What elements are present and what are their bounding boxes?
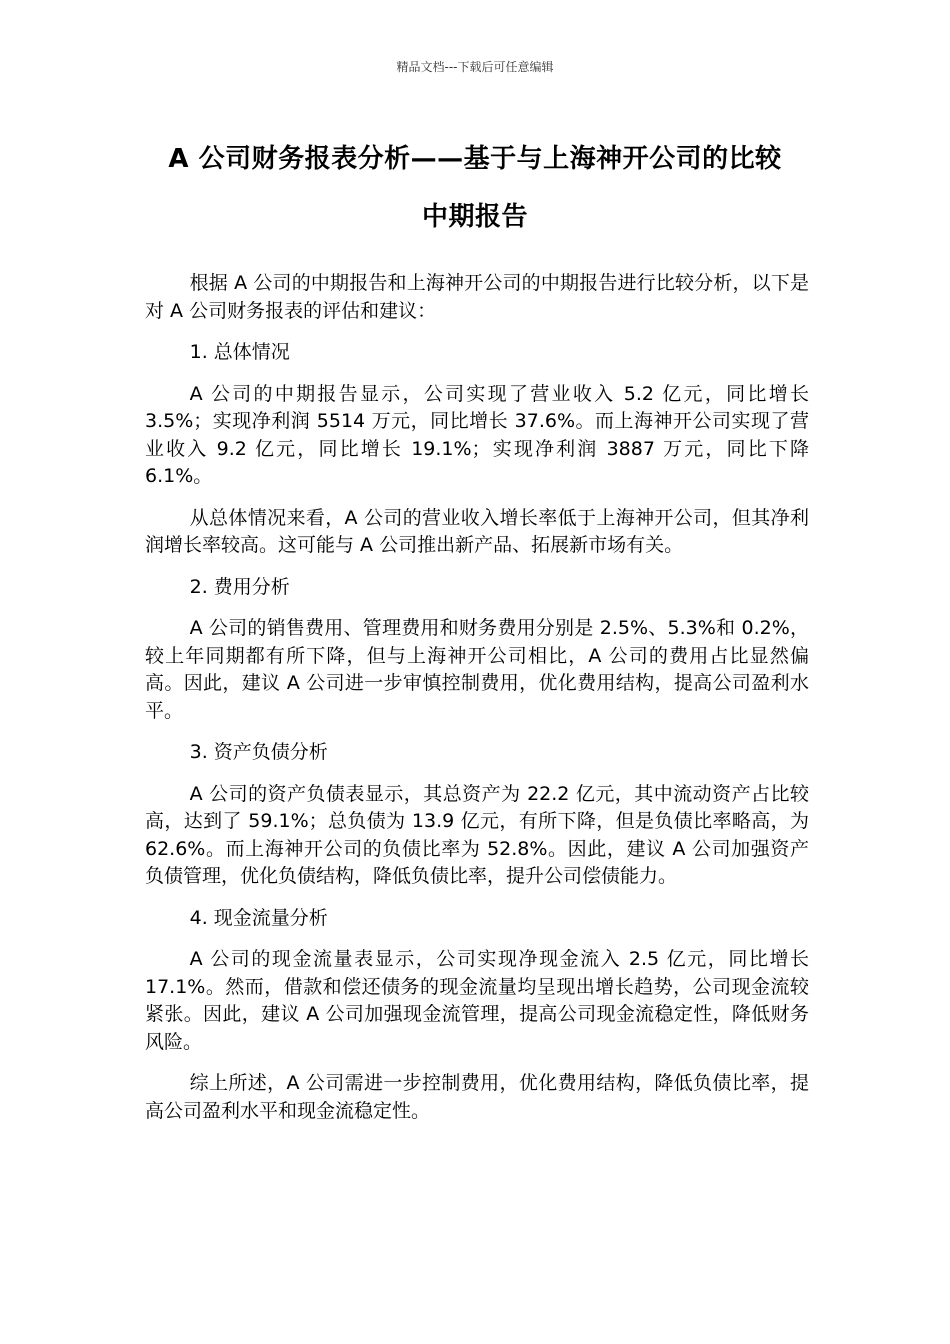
section-heading-balance-sheet: 3. 资产负债分析 [189, 741, 328, 763]
intro-paragraph: 根据 A 公司的中期报告和上海神开公司的中期报告进行比较分析，以下是对 A 公司财务报表的评估和建议： [145, 272, 809, 322]
document-title-line-1: A 公司财务报表分析——基于与上海神开公司的比较 [168, 144, 782, 174]
section-heading-cash-flow: 4. 现金流量分析 [189, 906, 328, 929]
section-heading-overview: 1. 总体情况 [189, 341, 290, 363]
paragraph-expenses: A 公司的销售费用、管理费用和财务费用分别是 2.5%、5.3%和 0.2%，较上年同期都有所下降，但与上海神开公司相比，A 公司的费用占比显然偏高。因此，建议 A 公司进一步审慎控制费用，优化费用结构，提高公司盈利水平。 [145, 617, 809, 722]
paragraph-cash-flow: A 公司的现金流量表显示，公司实现净现金流入 2.5 亿元，同比增长 17.1%。然而，借款和偿还债务的现金流量均呈现出增长趋势，公司现金流较紧张。因此，建议 A 公司加强现金流管理，提高公司现金流稳定性，降低财务风险。 [145, 948, 809, 1053]
paragraph-overview-conclusion: 从总体情况来看，A 公司的营业收入增长率低于上海神开公司，但其净利润增长率较高。这可能与 A 公司推出新产品、拓展新市场有关。 [145, 506, 809, 556]
paragraph-balance-sheet: A 公司的资产负债表显示，其总资产为 22.2 亿元，其中流动资产占比较高，达到了 59.1%；总负债为 13.9 亿元，有所下降，但是负债比率略高，为 62.6%。而上海神开公司的负债比率为 52.8%。因此，建议 A 公司加强资产负债管理，优化负债结构，降低负债比率，提升公司偿债能力。 [145, 782, 809, 887]
section-heading-expenses: 2. 费用分析 [189, 575, 290, 598]
header-note: 精品文档---下载后可任意编辑 [396, 60, 554, 74]
summary-paragraph: 综上所述，A 公司需进一步控制费用，优化费用结构，降低负债比率，提高公司盈利水平和现金流稳定性。 [145, 1072, 809, 1122]
paragraph-overview-figures: A 公司的中期报告显示，公司实现了营业收入 5.2 亿元，同比增长 3.5%；实现净利润 5514 万元，同比增长 37.6%。而上海神开公司实现了营业收入 9.2 亿元，同比增长 19.1%；实现净利润 3887 万元，同比下降 6.1%。 [145, 382, 809, 487]
document-title-line-2: 中期报告 [421, 202, 528, 232]
document-body [145, 270, 809, 1139]
